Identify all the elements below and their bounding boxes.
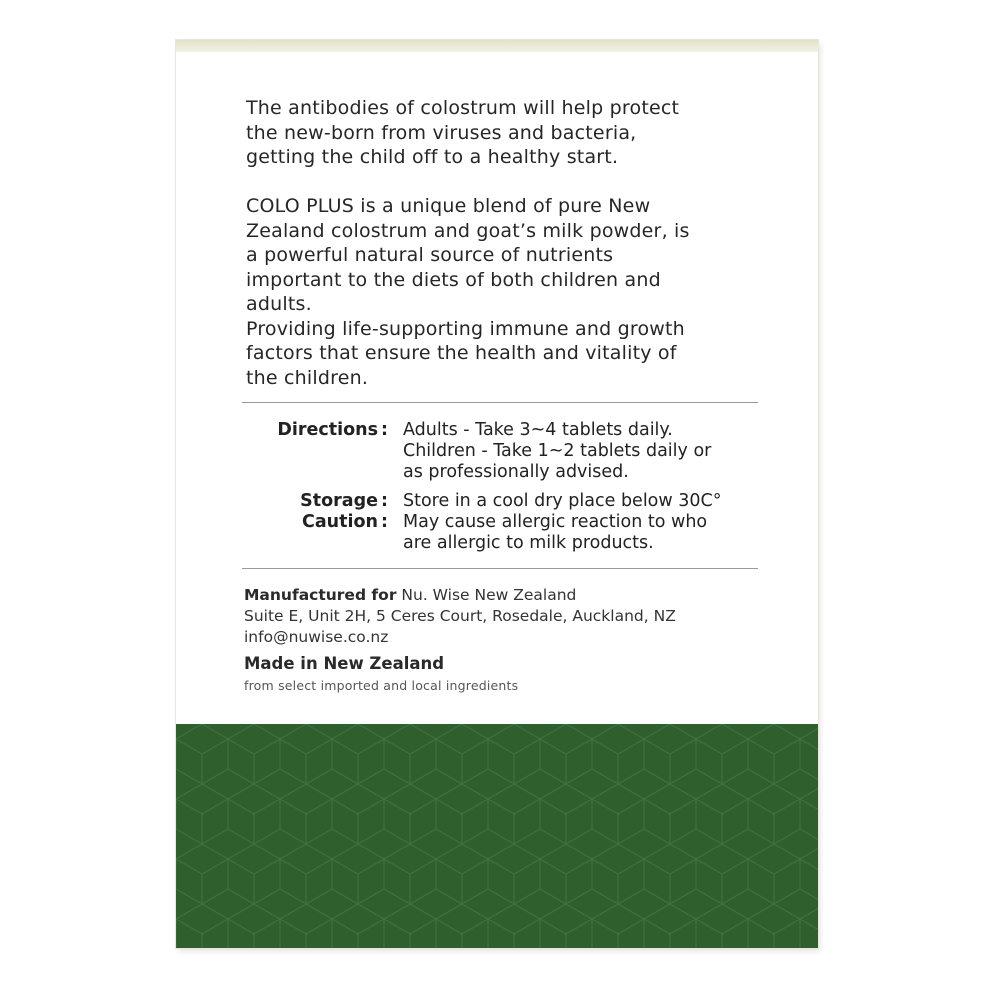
blend-line: COLO PLUS is a unique blend of pure New (246, 195, 651, 217)
storage-label: Storage (300, 491, 378, 511)
origin-title: Made in New Zealand (244, 654, 445, 673)
origin-subtitle: from select imported and local ingredients (244, 678, 519, 693)
intro-paragraph (246, 96, 766, 170)
blend-line: important to the diets of both children and (246, 268, 661, 291)
manufacturer-email: info@nuwise.co.nz (244, 628, 389, 646)
blend-line: factors that ensure the health and vitality of (246, 342, 677, 364)
blend-line: Zealand colostrum and goat’s milk powder, is (246, 219, 690, 242)
divider-bottom (242, 568, 758, 569)
label-colon: : (381, 420, 388, 440)
directions-line: Children - Take 1~2 tablets daily or (403, 441, 712, 461)
manufacturer-name: Nu. Wise New Zealand (396, 586, 577, 604)
blend-paragraph (246, 194, 766, 390)
caution-row-cont (252, 533, 722, 554)
manufacturer-address: Suite E, Unit 2H, 5 Ceres Court, Rosedale, Auckland, NZ (244, 607, 676, 625)
label-colon: : (381, 512, 388, 532)
cube-pattern (176, 724, 818, 948)
caution-line: are allergic to milk products. (403, 533, 654, 553)
directions-line: as professionally advised. (403, 462, 629, 482)
caution-row (252, 512, 722, 533)
manufacturer-prefix: Manufactured for (244, 586, 397, 604)
manufacturer-line (244, 585, 676, 606)
usage-info (252, 420, 722, 554)
package-box (176, 40, 818, 948)
caution-line: May cause allergic reaction to who (403, 512, 708, 532)
intro-line: the new-born from viruses and bacteria, (246, 121, 637, 144)
caution-label: Caution (302, 512, 378, 532)
storage-row (252, 491, 722, 512)
directions-row (252, 420, 722, 441)
directions-label: Directions (277, 420, 378, 440)
storage-value: Store in a cool dry place below 30C° (403, 491, 722, 511)
intro-line: The antibodies of colostrum will help protect (246, 97, 680, 119)
manufacturer-info (244, 585, 676, 648)
intro-line: getting the child off to a healthy start. (246, 146, 619, 168)
blend-line: Providing life-supporting immune and growth (246, 317, 685, 340)
directions-row-cont (252, 441, 722, 462)
directions-row-cont (252, 462, 722, 483)
box-top-edge (176, 40, 818, 52)
blend-line: adults. (246, 293, 312, 315)
blend-line: the children. (246, 366, 369, 389)
blend-line: a powerful natural source of nutrients (246, 244, 614, 266)
green-pattern-panel (176, 724, 818, 948)
label-colon: : (381, 491, 388, 511)
directions-line: Adults - Take 3~4 tablets daily. (403, 420, 673, 440)
divider-top (242, 402, 758, 403)
